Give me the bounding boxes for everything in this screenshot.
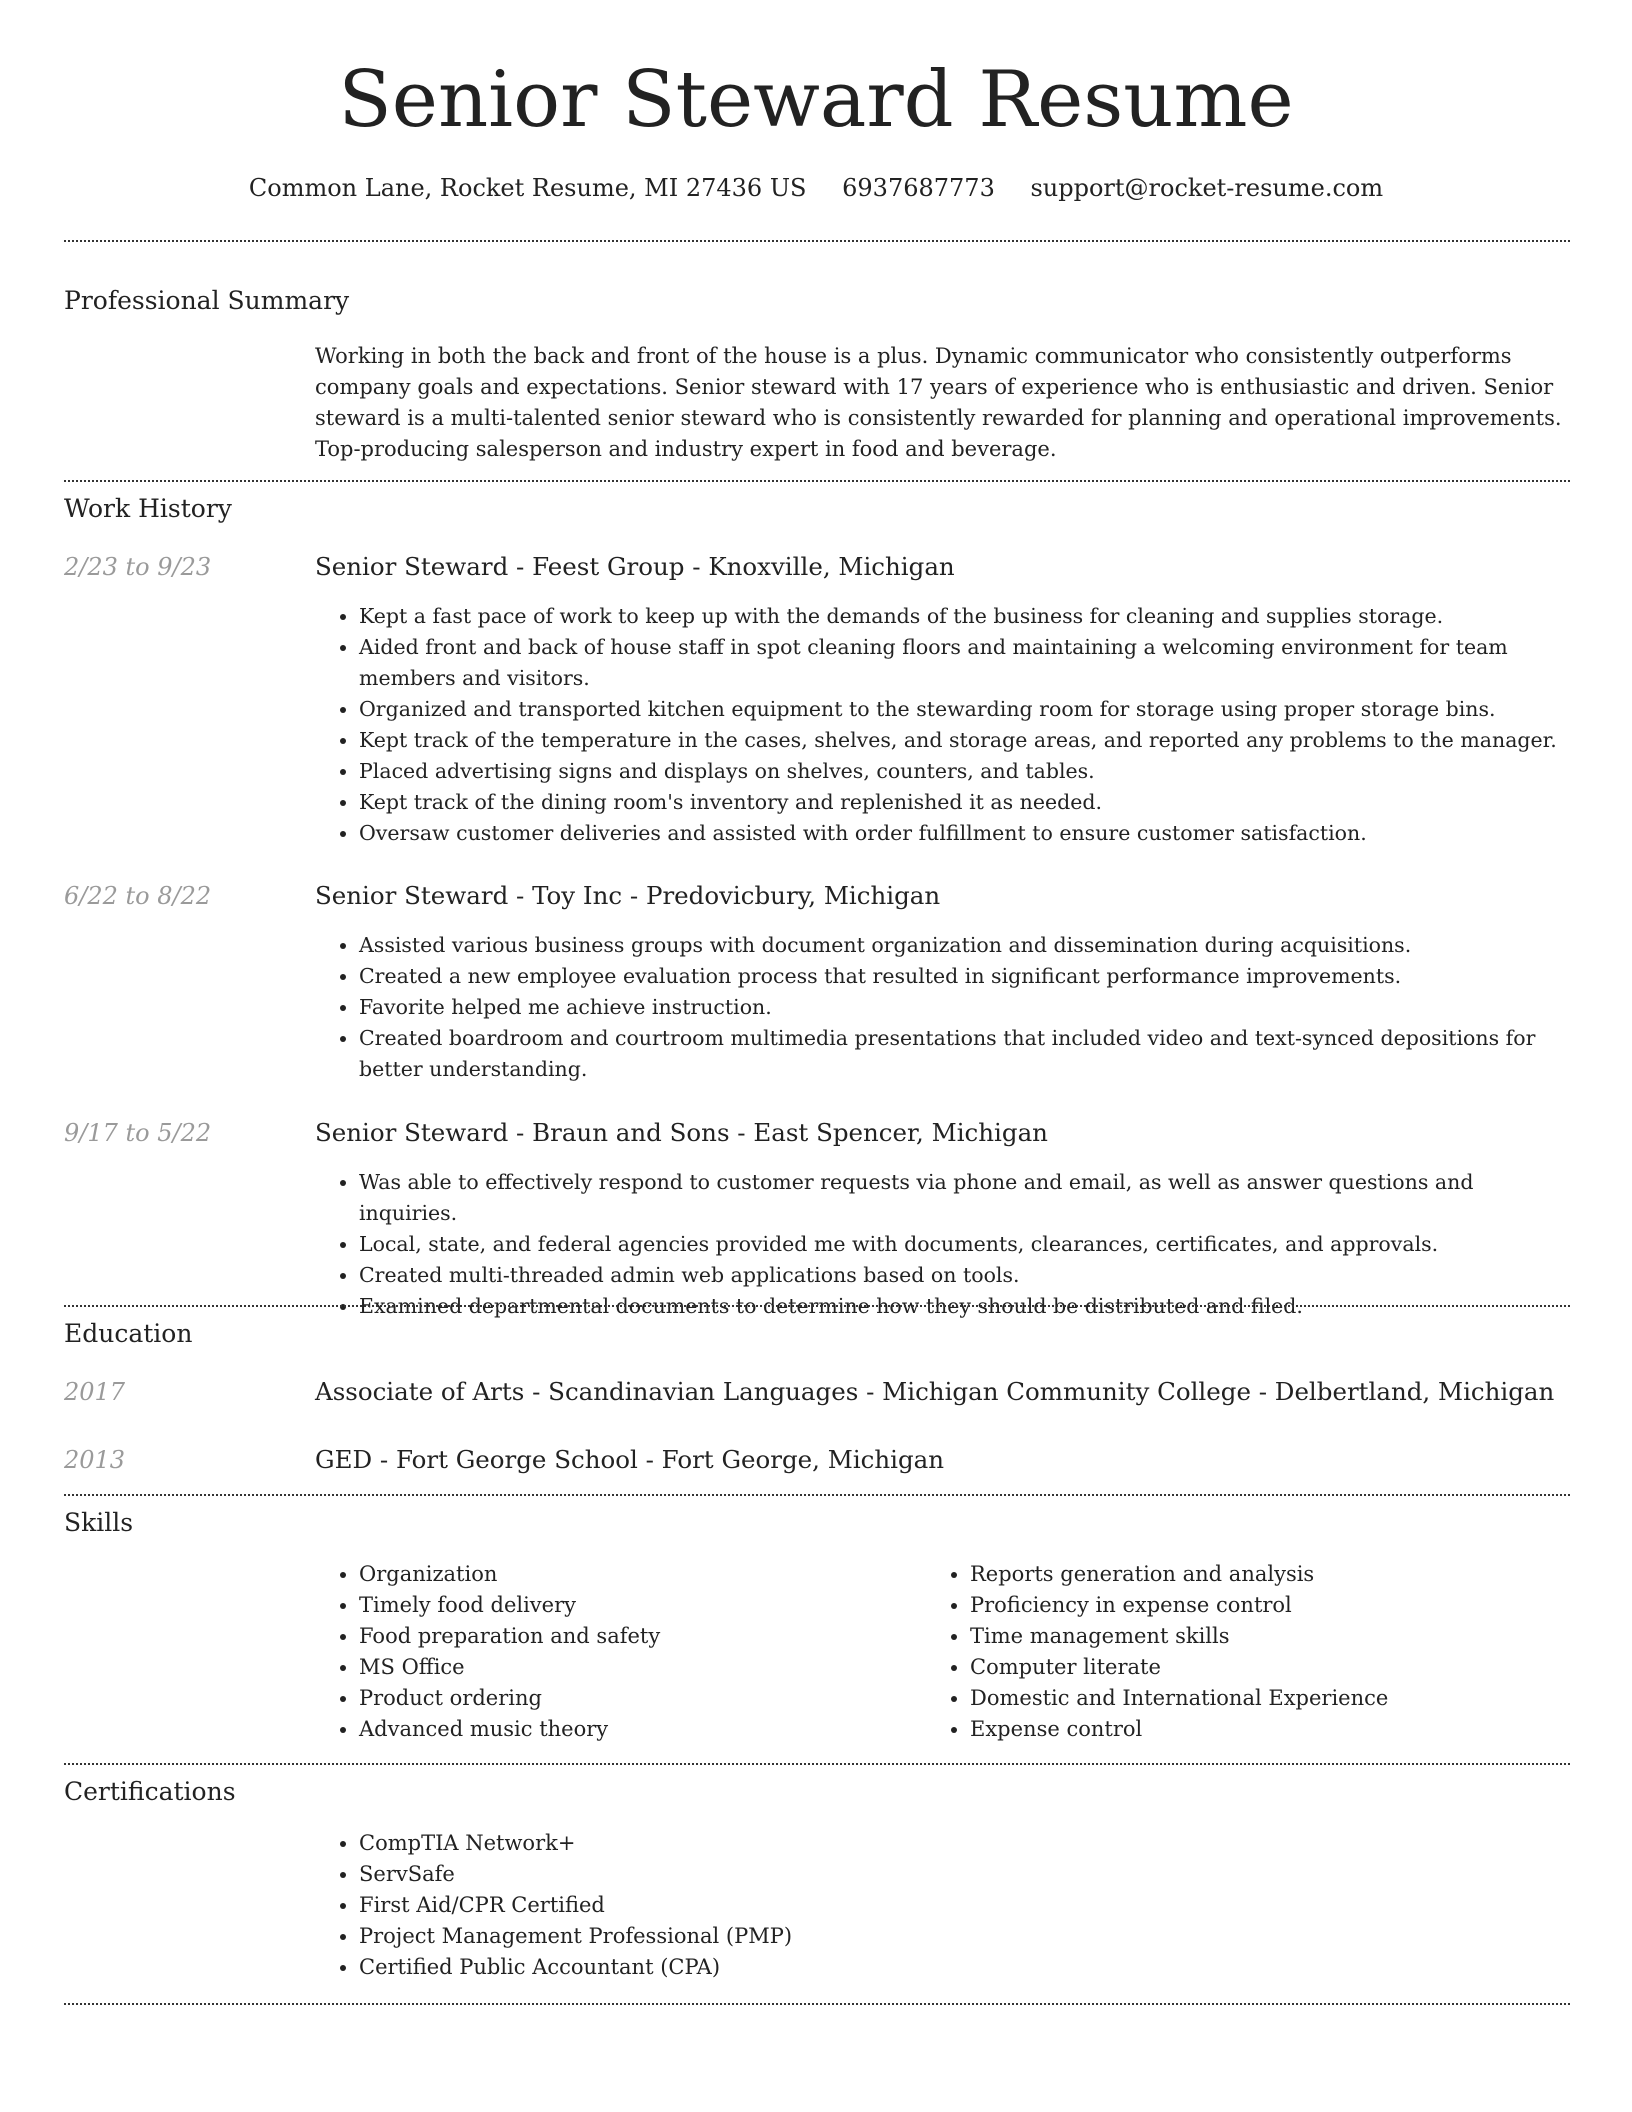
skills-list-left <box>315 1559 919 1745</box>
job-bullet: • Kept track of the dining room's inventory and replenished it as needed. <box>359 787 1565 818</box>
job-bullet: • Kept track of the temperature in the cases, shelves, and storage areas, and reported any problems to the manager. <box>359 725 1565 756</box>
skill-item: • Reports generation and analysis <box>970 1559 1590 1590</box>
skills-heading: Skills <box>64 1508 134 1537</box>
job-bullets <box>315 930 1565 1085</box>
job-bullet: • Created multi-threaded admin web applications based on tools. <box>359 1260 1565 1291</box>
skill-item: • Proficiency in expense control <box>970 1590 1590 1621</box>
job-dates: 9/17 to 5/22 <box>64 1119 212 1147</box>
job-title: Senior Steward - Braun and Sons - East Spencer, Michigan <box>315 1118 1048 1147</box>
job-title: Senior Steward - Feest Group - Knoxville, Michigan <box>315 552 955 581</box>
education-year: 2017 <box>64 1378 126 1406</box>
certification-item: • ServSafe <box>359 1859 1259 1890</box>
skills-list-right <box>926 1559 1590 1745</box>
job-dates: 6/22 to 8/22 <box>64 882 212 910</box>
job-bullet: • Aided front and back of house staff in spot cleaning floors and maintaining a welcoming environment for team members and visitors. <box>359 632 1565 694</box>
certifications-list <box>315 1828 1259 1983</box>
page-title: Senior Steward Resume <box>338 55 1294 145</box>
divider <box>64 1763 1570 1765</box>
skill-item: • Advanced music theory <box>359 1714 919 1745</box>
skill-item: • Food preparation and safety <box>359 1621 919 1652</box>
job-bullet: • Oversaw customer deliveries and assisted with order fulfillment to ensure customer satisfaction. <box>359 818 1565 849</box>
job-bullet: • Created boardroom and courtroom multimedia presentations that included video and text-synced depositions for better understanding. <box>359 1023 1565 1085</box>
education-heading: Education <box>64 1319 193 1348</box>
job-bullet: • Favorite helped me achieve instruction. <box>359 992 1565 1023</box>
certification-item: • Certified Public Accountant (CPA) <box>359 1952 1259 1983</box>
skill-item: • Organization <box>359 1559 919 1590</box>
job-bullets <box>315 1167 1565 1322</box>
skill-item: • Expense control <box>970 1714 1590 1745</box>
skill-item: • Time management skills <box>970 1621 1590 1652</box>
certification-item: • Project Management Professional (PMP) <box>359 1921 1259 1952</box>
job-title: Senior Steward - Toy Inc - Predovicbury, Michigan <box>315 881 941 910</box>
divider <box>64 2003 1570 2005</box>
divider <box>64 240 1570 242</box>
certification-item: • CompTIA Network+ <box>359 1828 1259 1859</box>
skill-item: • Computer literate <box>970 1652 1590 1683</box>
job-dates: 2/23 to 9/23 <box>64 553 212 581</box>
contact-line <box>0 168 1632 208</box>
job-bullet: • Organized and transported kitchen equipment to the stewarding room for storage using proper storage bins. <box>359 694 1565 725</box>
job-bullet: • Was able to effectively respond to customer requests via phone and email, as well as answer questions and inquiries. <box>359 1167 1565 1229</box>
skill-item: • Product ordering <box>359 1683 919 1714</box>
skill-item: • Timely food delivery <box>359 1590 919 1621</box>
education-entry: GED - Fort George School - Fort George, Michigan <box>315 1445 945 1474</box>
certifications-heading: Certifications <box>64 1777 236 1806</box>
contact-email: support@rocket-resume.com <box>1030 174 1384 202</box>
summary-heading: Professional Summary <box>64 286 350 315</box>
work-history-heading: Work History <box>64 494 232 523</box>
contact-phone: 6937687773 <box>842 174 995 202</box>
job-bullet: • Placed advertising signs and displays on shelves, counters, and tables. <box>359 756 1565 787</box>
job-bullets <box>315 601 1565 849</box>
divider <box>64 480 1570 482</box>
job-bullet: • Examined departmental documents to determine how they should be distributed and filed. <box>359 1291 1565 1322</box>
job-bullet: • Assisted various business groups with document organization and dissemination during acquisitions. <box>359 930 1565 961</box>
contact-address: Common Lane, Rocket Resume, MI 27436 US <box>248 174 807 202</box>
job-bullet: • Local, state, and federal agencies provided me with documents, clearances, certificates, and approvals. <box>359 1229 1565 1260</box>
divider <box>64 1494 1570 1496</box>
education-entry: Associate of Arts - Scandinavian Languages - Michigan Community College - Delbertland, Michigan <box>315 1377 1555 1406</box>
skill-item: • MS Office <box>359 1652 919 1683</box>
education-year: 2013 <box>64 1446 126 1474</box>
job-bullet: • Kept a fast pace of work to keep up with the demands of the business for cleaning and supplies storage. <box>359 601 1565 632</box>
certification-item: • First Aid/CPR Certified <box>359 1890 1259 1921</box>
summary-text: Working in both the back and front of the house is a plus. Dynamic communicator who consistently outperforms company goals and expectations. Senior steward with 17 years of experience who is enthusiastic and driven. Senior steward is a multi-talented senior steward who is consistently rewarded for planning and operational improvements. Top-producing salesperson and industry expert in food and beverage. <box>315 344 1562 461</box>
skill-item: • Domestic and International Experience <box>970 1683 1590 1714</box>
divider <box>64 1305 1570 1307</box>
job-bullet: • Created a new employee evaluation process that resulted in significant performance improvements. <box>359 961 1565 992</box>
